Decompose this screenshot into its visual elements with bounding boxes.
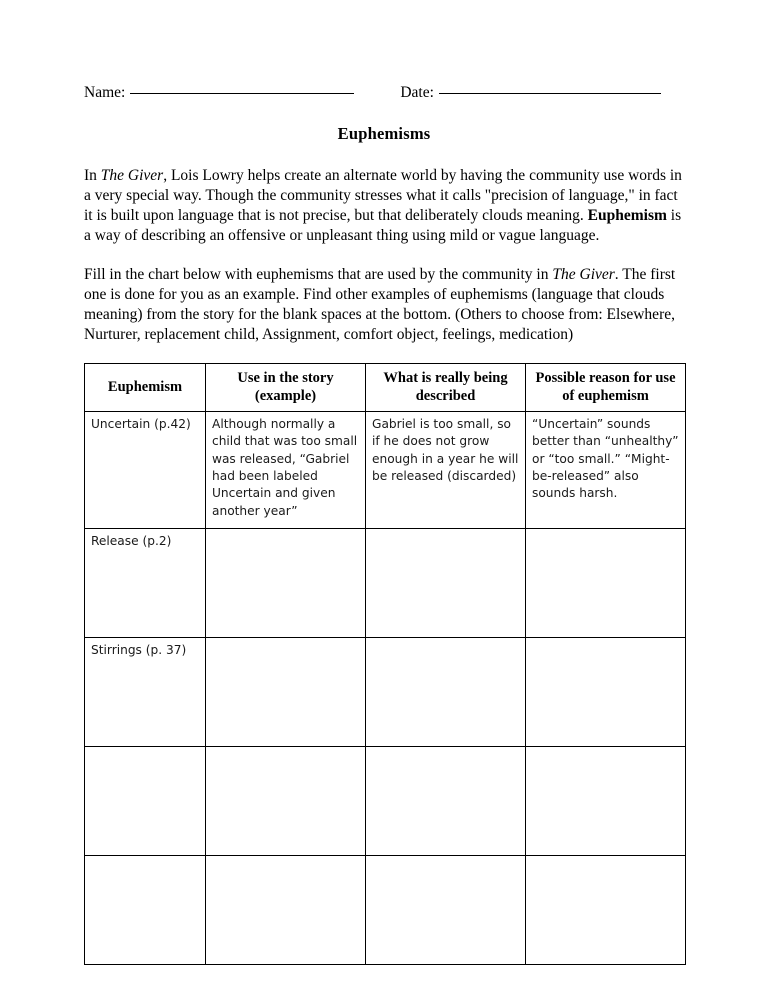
cell-euphemism[interactable] [85, 855, 206, 964]
name-label: Name: [84, 84, 126, 101]
date-label: Date: [400, 84, 434, 101]
cell-euphemism[interactable] [85, 746, 206, 855]
cell-described[interactable] [366, 855, 526, 964]
intro-text-part1: In [84, 167, 101, 184]
table-row [85, 746, 686, 855]
cell-reason[interactable] [526, 637, 686, 746]
table-row [85, 528, 686, 637]
cell-euphemism[interactable] [85, 637, 206, 746]
name-blank-line[interactable] [130, 93, 354, 94]
cell-described[interactable] [366, 637, 526, 746]
cell-described[interactable] [366, 746, 526, 855]
cell-text: Although normally a child that was too small was released, “Gabriel had been labeled Uncertain and given another year” [212, 416, 358, 518]
header-line-1: What is really being [383, 370, 508, 387]
column-header-described [366, 364, 526, 412]
cell-described[interactable] [366, 528, 526, 637]
table-header-row [85, 364, 686, 412]
cell-euphemism[interactable] [85, 411, 206, 528]
header-line-1: Use in the story [237, 370, 334, 387]
cell-use[interactable] [206, 528, 366, 637]
table-row [85, 637, 686, 746]
page-title: Euphemisms [337, 124, 431, 143]
euphemism-chart [84, 363, 686, 965]
cell-use[interactable] [206, 746, 366, 855]
cell-euphemism[interactable] [85, 528, 206, 637]
cell-reason[interactable] [526, 528, 686, 637]
header-line-2: (example) [254, 387, 317, 404]
intro-text-part2: , Lois Lowry helps create an alternate world by having the community use words in a very special way. Though the community stresses what it calls "precision of language," in fact it is built upon language that is not precise, but that deliberately clouds meaning. [84, 167, 682, 225]
cell-use[interactable] [206, 855, 366, 964]
name-date-row [84, 84, 684, 102]
date-blank-line[interactable] [439, 93, 661, 94]
directions-text-part2: . The first one is done for you as an example. Find other examples of euphemisms (language that clouds meaning) from the story for the blank spaces at the bottom. (Others to choose from: Elsewhere, Nurturer, replacement child, Assignment, comfort object, feelings, medication) [84, 265, 676, 343]
cell-reason[interactable] [526, 746, 686, 855]
cell-text: Stirrings (p. 37) [91, 642, 187, 657]
directions-text-part1: Fill in the chart below with euphemisms that are used by the community in [84, 265, 553, 283]
table-row [85, 855, 686, 964]
column-header-use [206, 364, 366, 412]
column-header-euphemism [85, 364, 206, 412]
table-row [85, 411, 686, 528]
column-header-reason [526, 364, 686, 412]
cell-text: Gabriel is too small, so if he does not grow enough in a year he will be released (discarded) [372, 416, 519, 483]
cell-text: Uncertain (p.42) [91, 416, 191, 431]
intro-paragraph [84, 166, 684, 247]
cell-reason[interactable] [526, 411, 686, 528]
header-line-2: of euphemism [562, 387, 649, 404]
header-line-2: described [415, 387, 476, 404]
euphemism-term: Euphemism [587, 207, 667, 225]
book-title-inline-2: The Giver [552, 265, 615, 283]
header-line-1: Possible reason for use [535, 370, 676, 387]
cell-described[interactable] [366, 411, 526, 528]
cell-reason[interactable] [526, 855, 686, 964]
cell-text: Release (p.2) [91, 533, 172, 548]
header-line-1: Euphemism [107, 378, 183, 395]
directions-paragraph [84, 265, 684, 346]
cell-use[interactable] [206, 637, 366, 746]
cell-text: “Uncertain” sounds better than “unhealthy” or “too small.” “Might-be-released” also sounds harsh. [532, 416, 679, 501]
cell-use[interactable] [206, 411, 366, 528]
intro-text-part3: is a way of describing an offensive or unpleasant thing using mild or vague language. [84, 207, 682, 245]
book-title-inline: The Giver [100, 167, 164, 184]
